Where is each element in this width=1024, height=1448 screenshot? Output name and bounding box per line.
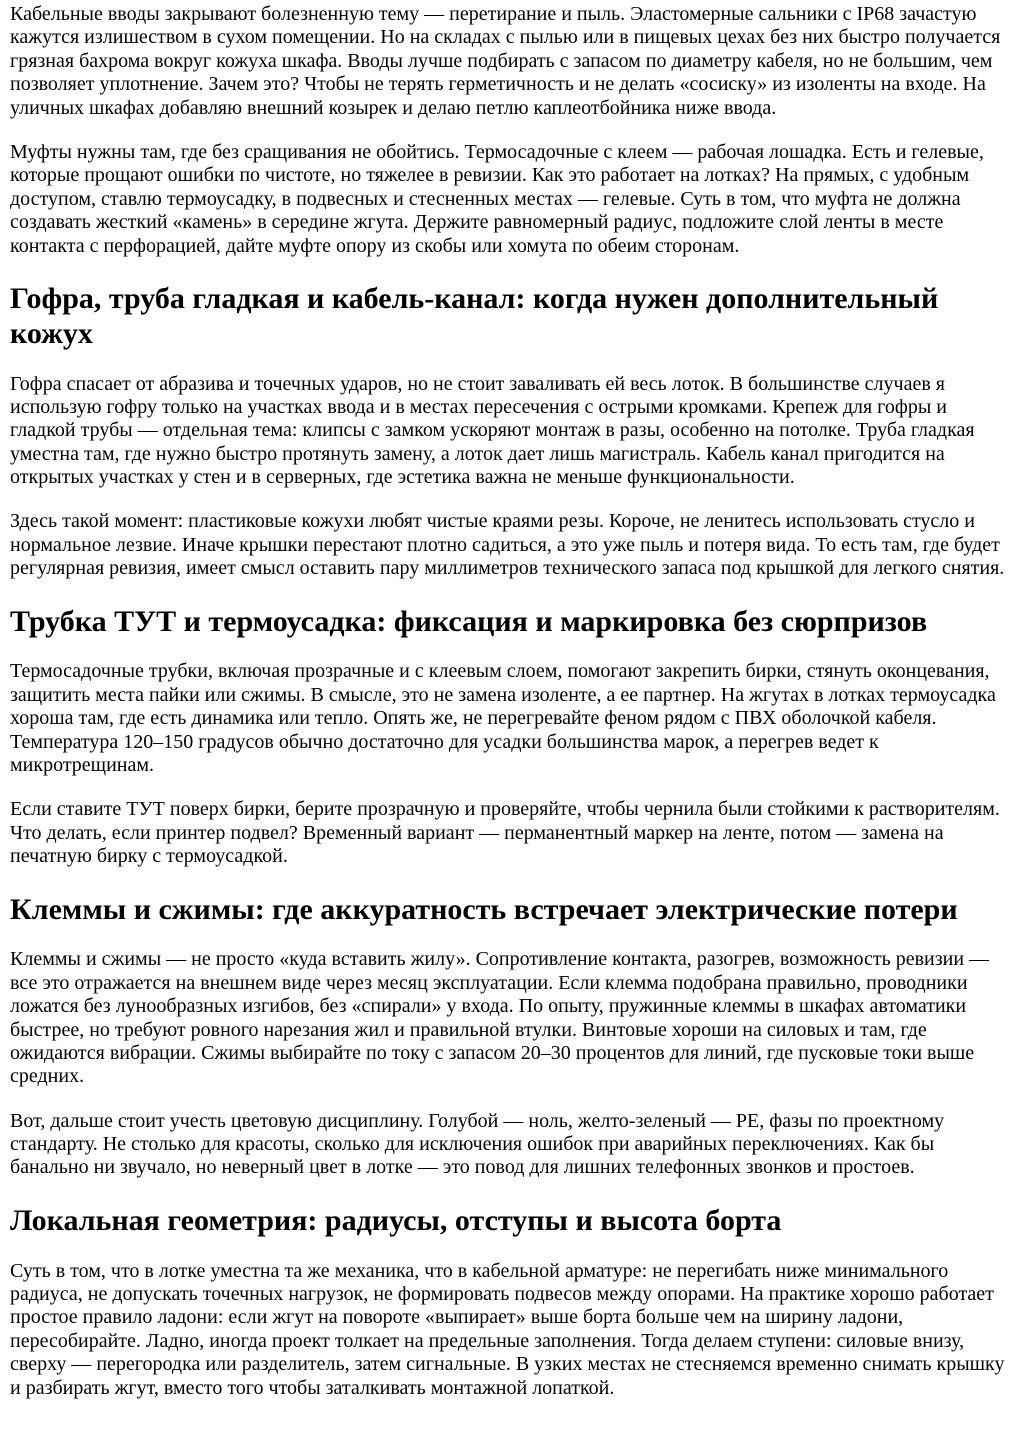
paragraph-corrugated-tube: Гофра спасает от абразива и точечных ударов, но не стоит заваливать ей весь лоток. В большинстве случаев я использую гофру только на участках ввода и в местах пересечения с острыми кромками. Крепеж для гофры и гладкой трубы — отдельная тема: клипсы с замком ускоряют монтаж в разы, особенно на потолке. Труба гладкая уместна там, где нужно быстро протянуть замену, а лоток дает лишь магистраль. Кабель канал пригодится на открытых участках у стен и в серверных, где эстетика важна не меньше функциональности. xyxy=(10,372,975,489)
paragraph-cable-glands: Кабельные вводы закрывают болезненную тему — перетирание и пыль. Эластомерные сальники с IP68 зачастую кажутся излишеством в сухом помещении. Но на складах с пылью или в пищевых цехах без них быстро получается грязная бахрома вокруг кожуха шкафа. Вводы лучше подбирать с запасом по диаметру кабеля, но не большим, чем позволяет уплотнение. Зачем это? Чтобы не терять герметичность и не делать «сосиску» из изоленты на входе. На уличных шкафах добавляю внешний козырек и делаю петлю каплеотбойника ниже ввода. xyxy=(10,3,1001,119)
paragraph-heatshrink-tubes: Термосадочные трубки, включая прозрачные и с клеевым слоем, помогают закрепить бирки, стянуть оконцевания, защитить места пайки или сжимы. В смысле, это не замена изоленте, а ее партнер. На жгутах в лотках термоусадка хороша там, где есть динамика или тепло. Опять же, не перегревайте феном рядом с ПВХ оболочкой кабеля. Температура 120–150 градусов обычно достаточно для усадки большинства марок, а перегрев ведет к микротрещинам. xyxy=(10,660,996,776)
section-heading-geometry: Локальная геометрия: радиусы, отступы и высота борта xyxy=(10,1203,782,1237)
paragraph-couplings: Муфты нужны там, где без сращивания не обойтись. Термосадочные с клеем — рабочая лошадка. Есть и гелевые, которые прощают ошибки по чистоте, но тяжелее в ревизии. Как это работает на лотках? На прямых, с удобным доступом, ставлю термоусадку, в подвесных и стесненных местах — гелевые. Суть в том, что муфта не должна создавать жесткий «камень» в середине жгута. Держите равномерный радиус, подложите слой ленты в месте контакта с перфорацией, дайте муфте опору из скобы или хомута по обеим сторонам. xyxy=(10,140,984,257)
section-heading-terminals: Клеммы и сжимы: где аккуратность встречает электрические потери xyxy=(10,892,958,926)
paragraph-local-geometry: Суть в том, что в лотке уместна та же механика, что в кабельной арматуре: не перегибать ниже минимального радиуса, не допускать точечных нагрузок, не формировать подвесов между опорами. На практике хорошо работает простое правило ладони: если жгут на повороте «выпирает» выше борта больше чем на ширину ладони, пересобирайте. Ладно, иногда проект толкает на предельные заполнения. Тогда делаем ступени: силовые внизу, сверху — перегородка или разделитель, затем сигнальные. В узких местах не стесняемся временно снимать крышку и разбирать жгут, вместо того чтобы заталкивать монтажной лопаткой. xyxy=(10,1259,1005,1399)
section-heading-conduit: Гофра, труба гладкая и кабель-канал: когда нужен дополнительный кожух xyxy=(10,281,939,350)
section-heading-heatshrink: Трубка ТУТ и термоусадка: фиксация и маркировка без сюрпризов xyxy=(10,604,928,638)
paragraph-plastic-covers: Здесь такой момент: пластиковые кожухи любят чистые краями резы. Короче, не ленитесь использовать стусло и нормальное лезвие. Иначе крышки перестают плотно садиться, а это уже пыль и потеря вида. То есть там, где будет регулярная ревизия, имеет смысл оставить пару миллиметров технического запаса под крышкой для легкого снятия. xyxy=(10,510,1005,580)
paragraph-terminals: Клеммы и сжимы — не просто «куда вставить жилу». Сопротивление контакта, разогрев, возможность ревизии — все это отражается на внешнем виде через месяц эксплуатации. Если клемма подобрана правильно, проводники ложатся без лунообразных изгибов, без «спирали» у входа. По опыту, пружинные клеммы в шкафах автоматики быстрее, но требуют ровного нарезания жил и правильной втулки. Винтовые хороши на силовых и там, где ожидаются вибрации. Сжимы выбирайте по току с запасом 20–30 процентов для линий, где пусковые токи выше средних. xyxy=(10,948,990,1088)
paragraph-color-discipline: Вот, дальше стоит учесть цветовую дисциплину. Голубой — ноль, желто-зеленый — PE, фазы по проектному стандарту. Не столько для красоты, сколько для исключения ошибок при аварийных переключениях. Как бы банально ни звучало, но неверный цвет в лотке — это повод для лишних телефонных звонков и простоев. xyxy=(10,1109,945,1179)
paragraph-labels: Если ставите ТУТ поверх бирки, берите прозрачную и проверяйте, чтобы чернила были стойкими к растворителям. Что делать, если принтер подвел? Временный вариант — перманентный маркер на ленте, потом — замена на печатную бирку с термоусадкой. xyxy=(10,798,1000,868)
